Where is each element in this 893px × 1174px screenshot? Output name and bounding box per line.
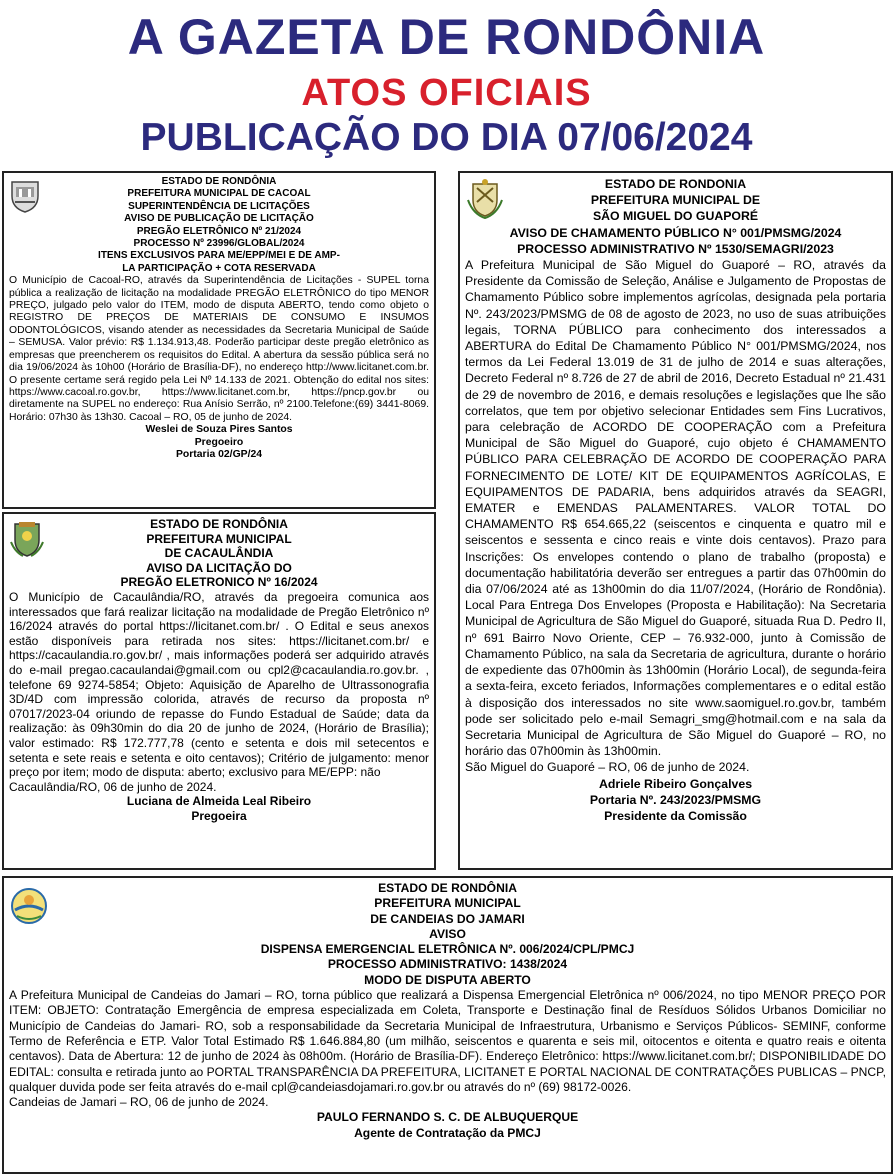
cacoal-signature: Weslei de Souza Pires Santos Pregoeiro Portaria 02/GP/24 [145, 424, 293, 460]
masthead-date-line: PUBLICAÇÃO DO DIA 07/06/2024 [140, 116, 753, 159]
notice-sao-miguel [458, 171, 893, 870]
cacaulandia-place-date: Cacaulândia/RO, 06 de junho de 2024. [9, 779, 217, 794]
candeias-header: ESTADO DE RONDÔNIA PREFEITURA MUNICIPAL DE CANDEIAS DO JAMARI AVISO DISPENSA EMERGENCIAL ELETRÔNICA Nº. 006/2024/CPL/PMCJ PROCESSO ADMINISTRATIVO: 1438/2024 MODO DE DISPUTA ABERTO [260, 881, 635, 987]
sao-miguel-signature: Adriele Ribeiro Gonçalves Portaria Nº. 243/2023/PMSMG Presidente da Comissão [589, 776, 762, 823]
candeias-place-date: Candeias de Jamari – RO, 06 de junho de 2024. [9, 1095, 269, 1110]
masthead-title: A GAZETA DE RONDÔNIA [127, 9, 766, 65]
sao-miguel-place-date: São Miguel do Guaporé – RO, 06 de junho de 2024. [465, 760, 750, 775]
sao-miguel-body: A Prefeitura Municipal de São Miguel do Guaporé – RO, através da Presidente da Comissão de Seleção, Análise e Julgamento de Propostas de Chamamento Público sobre implementos agrícolas, designada pela portaria Nº. 243/2023/PMSMG de 08 de agosto de 2023, no uso de suas atribuições legais, TORNA PÚBLICO para conhecimento dos interessados a ABERTURA do Edital De Chamamento Público N° 001/PMSMG/2024, nos termos da Lei Federal 13.019 de 31 de julho de 2014 e suas alterações, Decreto Federal nº 8.726 de 27 de abril de 2016, Decreto Estadual nº 21.431 de 29 de novembro de 2016, e demais resoluções e legislações que lhe são correlatos, que tem por objetivo selecionar Entidades sem Fins Lucrativos, para celebração de ACORDO DE COOPERAÇÃO com a Prefeitura Municipal de São Miguel do Guaporé, cujo objeto é CHAMAMENTO PÚBLICO PARA CELEBRAÇÃO DE ACORDO DE COOPERAÇÃO PARA FORNECIMENTO DE LOTE/ KIT DE EQUIPAMENTOS AGRÍCOLAS, E EQUIPAMENTOS DE PADARIA, bens adquiridos através da SEAGRI, EMATER e EMENDAS PALAMENTARES. VALOR TOTAL DO CHAMAMENTO R$ 654.665,22 (seiscentos e cinquenta e quatro mil e seiscentos e sessenta e cinco reais e vinte dois centavos). Prazo para Inscrições: Os envelopes contendo o plano de trabalho (proposta) e documentação habilitatória deverão ser entregues a partir das 07h00min do dia 07/06/2024 até as 13h00min do dia 11/07/2024, (Horário de Rondônia). Local Para Entrega Dos Envelopes (Proposta e Habilitação): Na Secretaria Municipal de Agricultura de São Miguel do Guaporé, situada Rua D. Pedro II, nº 691 Bairro Novo Oriente, CEP – 76.932-000, junto à Comissão de Chamamento Público, na sala da Secretaria de agricultura, durante o horário de expediente das 07h00min às 13h00min (Horário Local), de segunda-feira a sexta-feira, exceto feriados, Informações complementares e o edital estão à disposição dos interessados no site www.saomiguel.ro.gov.br, também pode ser solicitado pelo e-mail Semagri_smg@hotmail.com e na sala da Secretaria Municipal de Agricultura de São Miguel do Guaporé – RO, no horário das 07h00min às 13h00min. [465, 258, 886, 759]
cacoal-body: O Município de Cacoal-RO, através da Superintendência de Licitações - SUPEL torna pública a realização de licitação na modalidade PREGÃO ELETRÔNICO do tipo MENOR PREÇO, julgado pelo valor do ITEM, modo de disputa ABERTO, tendo como objeto o REGISTRO DE PREÇOS DE MATERIAIS DE CONSUMO E INSUMOS ODONTOLÓGICOS, visando atender as necessidades da Secretaria Municipal de Saúde – SEMUSA. Valor prévio: R$ 1.134.913,48. Poderão participar deste pregão eletrônico as empresas que preencherem os requisitos do Edital. A abertura da sessão pública será no dia 19/06/2024 às 10h00 (Horário de Brasília-DF), no endereço http://www.licitanet.com.br. O presente certame será regido pela Lei Nº 14.133 de 2021. Obtenção do edital nos sites: https://www.cacoal.ro.gov.br, https://www.licitanet.com.br, https://pncp.gov.br ou diretamente na SUPEL no endereço: Rua Anísio Serrão, nº 2100.Telefone:(69) 3441-8069. Horário: 07h30 às 13h30. Cacoal – RO, 05 de junho de 2024. [9, 275, 429, 423]
sao-miguel-header: ESTADO DE RONDONIA PREFEITURA MUNICIPAL DE SÃO MIGUEL DO GUAPORÉ AVISO DE CHAMAMENTO PÚBLICO N° 001/PMSMG/2024 PROCESSO ADMINISTRATIVO Nº 1530/SEMAGRI/2023 [509, 177, 842, 256]
cacaulandia-crest-icon [9, 520, 45, 560]
sao-miguel-crest-icon [465, 178, 505, 222]
cacaulandia-signature: Luciana de Almeida Leal Ribeiro Pregoeira [126, 794, 312, 823]
notice-cacaulandia [2, 512, 436, 870]
cacaulandia-body: O Município de Cacaulândia/RO, através da pregoeira comunica aos interessados que fará realizar licitação na modalidade de Pregão Eletrônico nº 16/2024 através do portal https://licitanet.com.br/ . O Edital e seus anexos estão disponíveis para retirada nos sites: https://licitanet.com.br/ e https://cacaulandia.ro.gov.br/ , mais informações poderá ser adquirido através do e-mail pregao.cacaulandai@gmail.com ou cpl2@cacaulandia.ro.gov.br. , telefone 69 9274-5854; Objeto: Aquisição de Aparelho de Ultrassonografia 3D/4D com impressão colorida, através de recurso da proposta nº 07017/2023-04 oriundo de repasse do Fundo Estadual de Saúde; data da realização: às 09h30min do dia 20 de junho de 2024, (Horário de Brasília); valor estimado: R$ 172.777,78 (cento e setenta e dois mil setecentos e setenta e sete reais e setenta e oito centavos); Critério de julgamento: menor preço por item; modo de disputa: aberto; exclusivo para ME/EPP: não [9, 589, 429, 780]
cacaulandia-header: ESTADO DE RONDÔNIA PREFEITURA MUNICIPAL DE CACAULÂNDIA AVISO DA LICITAÇÃO DO PREGÃO ELETRONICO Nº 16/2024 [120, 517, 318, 590]
notice-cacoal [2, 171, 436, 509]
candeias-signature: PAULO FERNANDO S. C. DE ALBUQUERQUE Agente de Contratação da PMCJ [316, 1110, 579, 1140]
cacoal-crest-icon [9, 178, 41, 214]
notice-candeias [2, 876, 893, 1174]
cacoal-header: ESTADO DE RONDÔNIA PREFEITURA MUNICIPAL DE CACOAL SUPERINTENDÊNCIA DE LICITAÇÕES AVISO DE PUBLICAÇÃO DE LICITAÇÃO PREGÃO ELETRÔNICO Nº 21/2024 PROCESSO Nº 23996/GLOBAL/2024 ITENS EXCLUSIVOS PARA ME/EPP/MEI E DE AMP- LA PARTICIPAÇÃO + COTA RESERVADA [98, 176, 340, 274]
masthead-section: ATOS OFICIAIS [301, 72, 592, 114]
candeias-body: A Prefeitura Municipal de Candeias do Jamari – RO, torna público que realizará a Dispensa Emergencial Eletrônica nº 006/2024, no tipo MENOR PREÇO POR ITEM: OBJETO: Contratação Emergência de empresa especializada em Coleta, Transporte e Destinação final de Resíduos Sólidos Urbanos Domiciliar no Município de Candeias do Jamari- RO, sob a responsabilidade da Secretaria Municipal de Infraestrutura, Urbanismo e Serviços Públicos- SEMINF, conforme Termo de Referência e ETP. Valor Total Estimado R$ 1.646.884,80 (um milhão, seiscentos e quarenta e seis mil, oitocentos e oitenta e quatro reais e oitenta centavos). Data de Abertura: 12 de junho de 2024 às 08h00m. (Horário de Brasília-DF). Endereço Eletrônico: https://www.licitanet.com.br/; DISPONIBILIDADE DO EDITAL: consulta e retirada junto ao PORTAL TRANSPARÊNCIA DA PREFEITURA, LICITANET E PORTAL NACIONAL DE CONTRATAÇÕES PUBLICAS – PNCP, qualquer duvida pode ser feita através do e-mail cpl@candeiasdojamari.ro.gov.br ou através do nº (69) 98172-0026. [9, 988, 886, 1094]
candeias-crest-icon [9, 886, 49, 926]
